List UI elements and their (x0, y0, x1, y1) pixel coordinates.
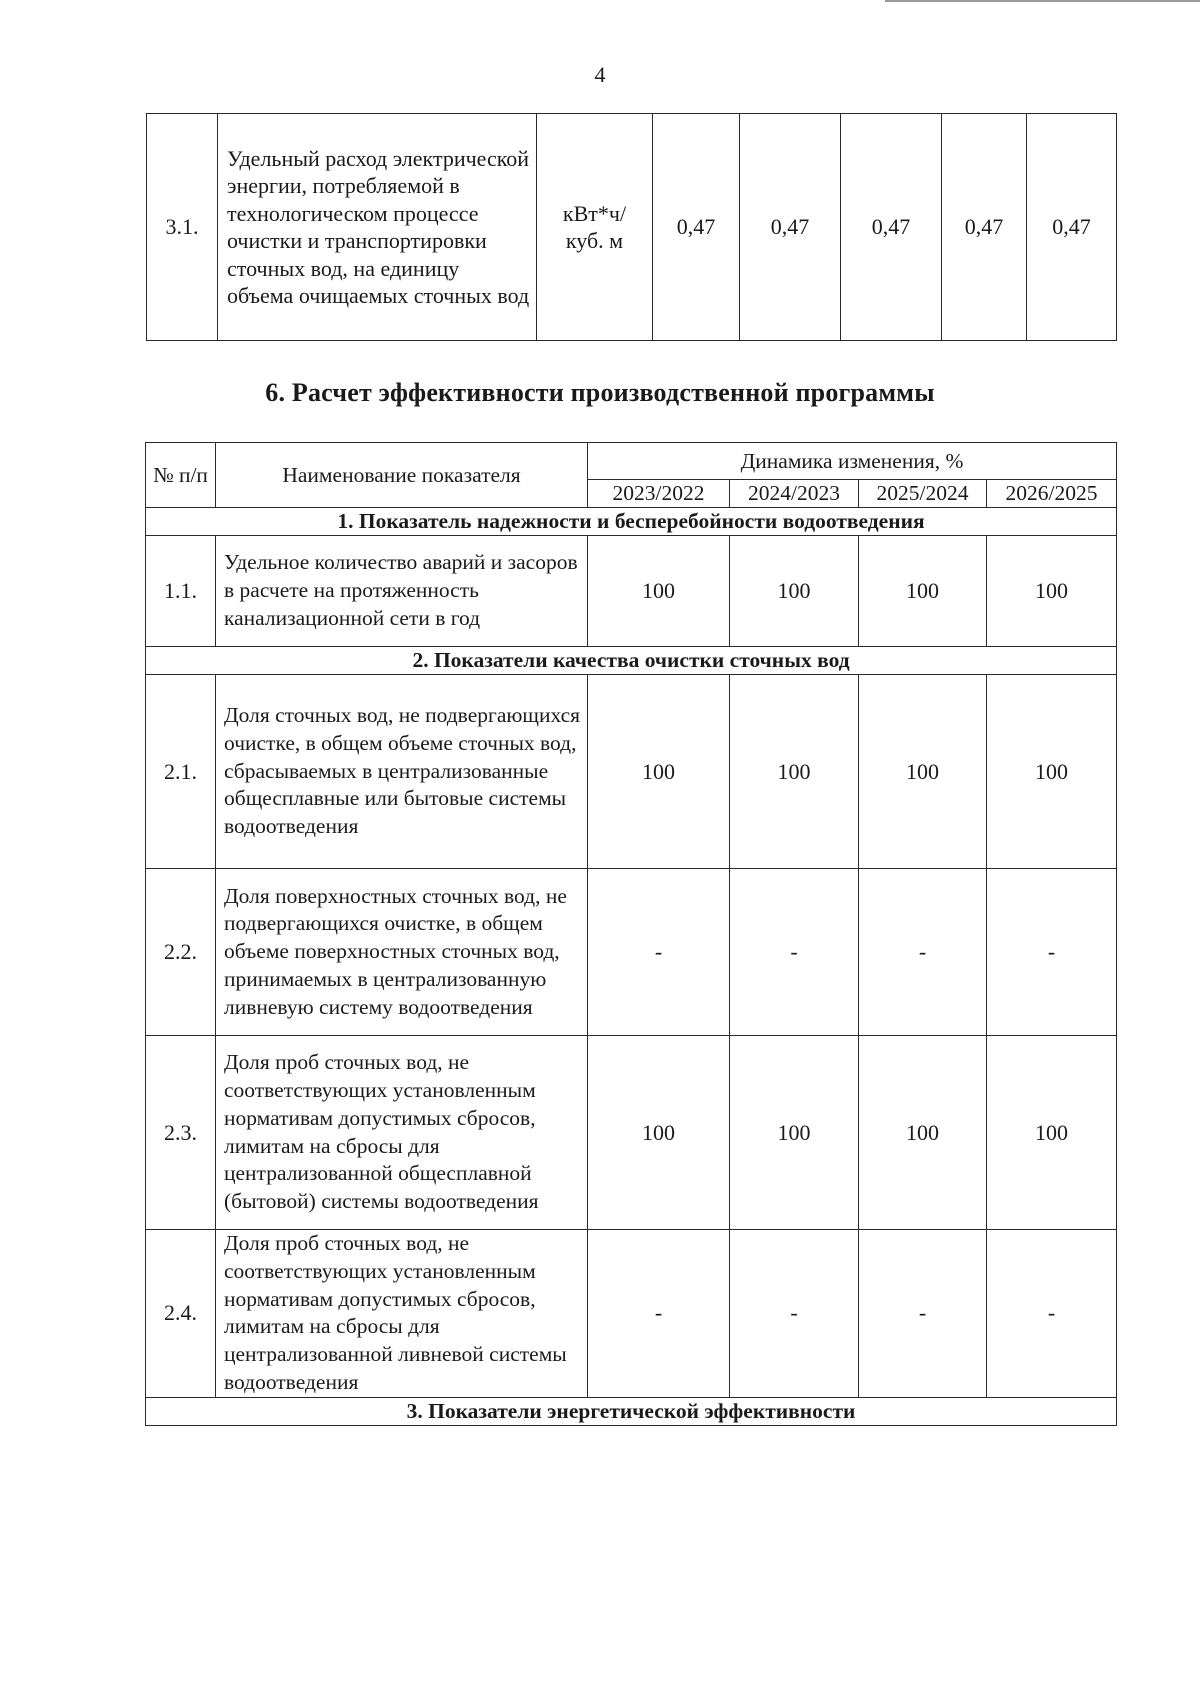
scan-edge-line (885, 0, 1200, 2)
table-row (147, 114, 1117, 341)
value-cell: 100 (588, 536, 730, 647)
group-row (146, 1397, 1117, 1425)
indicator-name: Доля сточных вод, не подвергающихся очистке, в общем объеме сточных вод, сбрасываемых в централизованные общесплавные или бытовые системы водоотведения (216, 675, 588, 869)
value-cell: - (730, 1230, 859, 1398)
row-number: 3.1. (147, 114, 218, 341)
group-row (146, 647, 1117, 675)
row-number: 2.1. (146, 675, 216, 869)
header-indicator-name: Наименование показателя (216, 443, 588, 508)
group-title: 2. Показатели качества очистки сточных вод (146, 647, 1117, 675)
header-year: 2026/2025 (987, 480, 1117, 508)
value-cell: 100 (588, 1036, 730, 1230)
header-year: 2025/2024 (859, 480, 987, 508)
header-year: 2024/2023 (730, 480, 859, 508)
table-row (146, 536, 1117, 647)
table-row (146, 1036, 1117, 1230)
row-number: 2.2. (146, 869, 216, 1036)
section-title: 6. Расчет эффективности производственной программы (265, 378, 935, 407)
group-title: 3. Показатели энергетической эффективности (146, 1397, 1117, 1425)
value-cell: 0,47 (841, 114, 942, 341)
value-cell: 0,47 (942, 114, 1027, 341)
indicator-name: Удельный расход электрической энергии, потребляемой в технологическом процессе очистки и транспортировки сточных вод, на единицу объема очищаемых сточных вод (218, 114, 537, 341)
value-cell: 0,47 (653, 114, 740, 341)
header-year: 2023/2022 (588, 480, 730, 508)
table-row (146, 1230, 1117, 1398)
value-cell: 100 (588, 675, 730, 869)
value-cell: - (859, 1230, 987, 1398)
value-cell: 0,47 (740, 114, 841, 341)
header-row (146, 443, 1117, 480)
value-cell: 100 (987, 536, 1117, 647)
page-number: 4 (594, 62, 606, 87)
header-number: № п/п (146, 443, 216, 508)
value-cell: 100 (987, 675, 1117, 869)
value-cell: 100 (859, 675, 987, 869)
header-dynamics: Динамика изменения, % (588, 443, 1117, 480)
value-cell: - (987, 869, 1117, 1036)
efficiency-table (145, 442, 1117, 1426)
indicator-name: Удельное количество аварий и засоров в расчете на протяженность канализационной сети в год (216, 536, 588, 647)
value-cell: 0,47 (1027, 114, 1117, 341)
value-cell: 100 (859, 536, 987, 647)
value-cell: - (588, 1230, 730, 1398)
value-cell: 100 (730, 675, 859, 869)
row-number: 2.4. (146, 1230, 216, 1398)
unit-cell: кВт*ч/ куб. м (537, 114, 653, 341)
value-cell: 100 (987, 1036, 1117, 1230)
row-number: 2.3. (146, 1036, 216, 1230)
value-cell: - (859, 869, 987, 1036)
group-row (146, 508, 1117, 536)
indicator-name: Доля проб сточных вод, не соответствующих установленным нормативам допустимых сбросов, лимитам на сбросы для централизованной ливневой системы водоотведения (216, 1230, 588, 1398)
value-cell: 100 (859, 1036, 987, 1230)
continued-table (146, 113, 1117, 341)
row-number: 1.1. (146, 536, 216, 647)
table-row (146, 675, 1117, 869)
value-cell: 100 (730, 536, 859, 647)
indicator-name: Доля проб сточных вод, не соответствующих установленным нормативам допустимых сбросов, лимитам на сбросы для централизованной общесплавной (бытовой) системы водоотведения (216, 1036, 588, 1230)
value-cell: - (730, 869, 859, 1036)
indicator-name: Доля поверхностных сточных вод, не подвергающихся очистке, в общем объеме поверхностных сточных вод, принимаемых в централизованную ливневую систему водоотведения (216, 869, 588, 1036)
value-cell: - (987, 1230, 1117, 1398)
value-cell: - (588, 869, 730, 1036)
table-row (146, 869, 1117, 1036)
group-title: 1. Показатель надежности и бесперебойности водоотведения (146, 508, 1117, 536)
value-cell: 100 (730, 1036, 859, 1230)
